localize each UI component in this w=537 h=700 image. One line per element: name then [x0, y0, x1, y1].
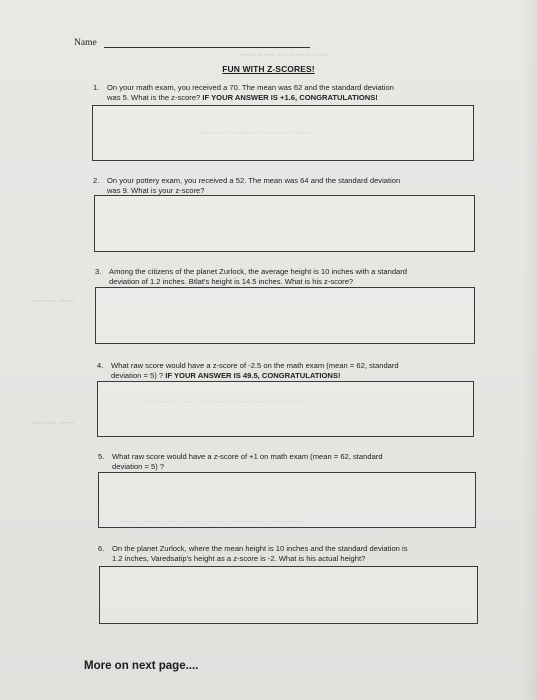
question-number: 6.: [98, 544, 105, 553]
question-text-plain: deviation of 1.2 inches. Btlat's height is 14.5 inches. What is his z-score?: [109, 276, 354, 286]
show-through-text: ~~~~~ ~~~~~~ ~~~ ~~ ~~~~: [200, 128, 316, 138]
question-4: [97, 361, 399, 380]
name-label: Name: [74, 38, 97, 48]
question-text-plain: deviation = 5) ?: [111, 370, 166, 380]
show-through-text: ~~~ ~~~~ ~~~ ~~~~~ ~~~ ~~~~~~~ ~~~~~~~: [120, 517, 304, 527]
show-through-text: ~~~~~ ~~~: [30, 296, 75, 306]
question-text-line2: [107, 93, 394, 103]
answer-box-5[interactable]: [98, 472, 476, 528]
show-through-text: ~~~ ~~~~ ~~ ~~~~~~~ ~~~~~~ ~~~ ~~~~: [140, 397, 308, 407]
question-text-line2: [111, 371, 399, 381]
question-text-line2: [107, 186, 400, 196]
question-text-plain: deviation = 5) ?: [112, 461, 165, 471]
question-number: 2.: [93, 176, 100, 185]
question-text-line2: [112, 554, 408, 564]
answer-box-2[interactable]: [94, 195, 475, 252]
question-number: 4.: [97, 361, 104, 370]
question-text-bold: IF YOUR ANSWER IS +1.6, CONGRATULATIONS!: [202, 92, 378, 102]
name-blank-line: [104, 47, 310, 48]
question-text-plain: was 5. What is the z-score?: [107, 92, 203, 102]
answer-box-4[interactable]: [97, 381, 474, 437]
question-text-line1: On your math exam, you received a 70. The mean was 62 and the standard deviation: [107, 83, 394, 92]
worksheet-title: FUN WITH Z-SCORES!: [222, 64, 315, 74]
show-through-text: ~~~~~ ~~~: [30, 418, 75, 428]
question-text-plain: was 9. What is your z-score?: [107, 185, 205, 195]
question-number: 5.: [98, 452, 105, 461]
question-number: 3.: [95, 267, 102, 276]
question-3: [95, 267, 408, 286]
question-text-line1: Among the citizens of the planet Zurlock, the average height is 10 inches with a standard: [109, 267, 408, 276]
question-text-line1: On the planet Zurlock, where the mean height is 10 inches and the standard deviation is: [112, 544, 408, 553]
question-text-line1: On your pottery exam, you received a 52. The mean was 64 and the standard deviation: [107, 176, 401, 185]
page-edge-shadow: [523, 0, 537, 700]
question-1: [93, 83, 394, 102]
question-text-bold: IF YOUR ANSWER IS 49.5, CONGRATULATIONS!: [165, 370, 341, 380]
question-text-line1: What raw score would have a z-score of +1 on math exam (mean = 62, standard: [112, 452, 383, 461]
question-number: 1.: [93, 83, 100, 92]
more-on-next-page: More on next page....: [84, 660, 199, 672]
question-5: [98, 452, 383, 471]
answer-box-6[interactable]: [99, 566, 478, 624]
answer-box-3[interactable]: [95, 287, 475, 344]
question-text-line1: What raw score would have a z-score of -2.5 on the math exam (mean = 62, standard: [111, 361, 399, 370]
question-text-plain: 1.2 inches, Varedsatip's height as a z-score is -2. What is his actual height?: [112, 553, 366, 563]
question-text-line2: [109, 277, 407, 287]
question-2: [93, 176, 401, 195]
show-through-text: ~~~ ~~~ ~~ ~~~~ ~~~: [240, 50, 329, 60]
question-6: [98, 544, 408, 563]
question-text-line2: [112, 462, 383, 472]
answer-box-1[interactable]: [92, 105, 474, 161]
